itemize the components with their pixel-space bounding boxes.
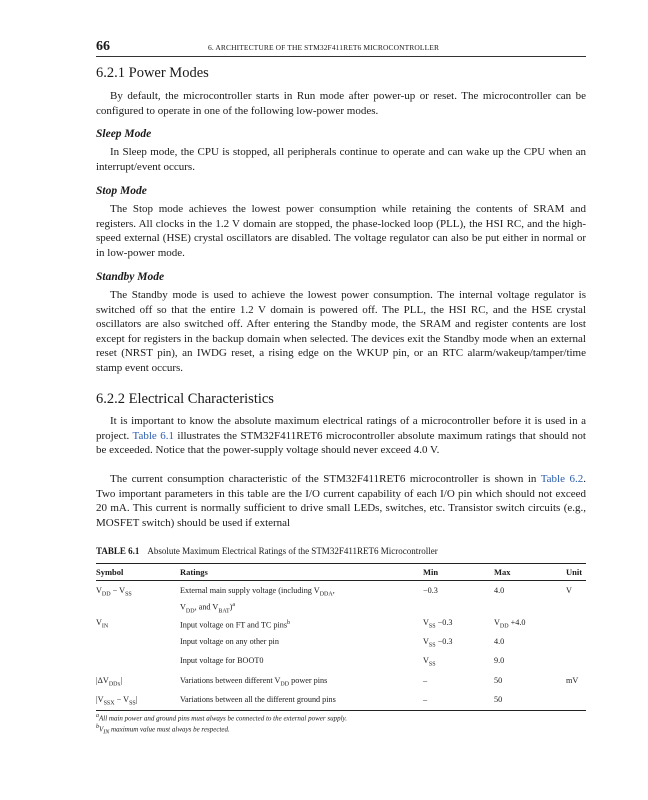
- page-number: 66: [96, 39, 110, 54]
- table-row-1-symbol: $V_{IN}$: [96, 618, 109, 630]
- table-row-2-ratings: Input voltage on any other pin: [180, 637, 279, 646]
- sleep-mode-text: In Sleep mode, the CPU is stopped, all peripherals continue to operate and can wake up the CPU when an interrupt/event occurs.: [96, 146, 586, 173]
- standby-mode-text: The Standby mode is used to achieve the lowest power consumption. The internal voltage regulator is switched off so that the entire 1.2 V domain is powered off. The PLL, the HSI RC, and the HSE crystal oscillators are also switched off. After entering the Standby mode, the SRAM and register contents are lost except for registers in the backup domain when selected. The devices exit the Standby mode when an external reset (NRST pin), an IWDG reset, a rising edge on the WKUP pin, or an RTC alarm/wakeup/tamper/time stamp event occurs.: [96, 289, 586, 374]
- col-header-unit: Unit: [566, 567, 583, 577]
- table-footnote-a: $^a$All main power and ground pins must always be connected to the external power supply.: [96, 713, 348, 723]
- table-header-rule: [96, 580, 586, 581]
- table-row-4-max: 50: [494, 676, 503, 685]
- table-caption: [96, 546, 438, 556]
- table-row-1-ratings: Input voltage on FT and TC pins$^b$: [180, 620, 291, 630]
- table-bottom-rule: [96, 710, 586, 711]
- col-header-max: Max: [494, 567, 511, 577]
- table-row-2-max: 4.0: [494, 637, 505, 646]
- table-row-3-max: 9.0: [494, 656, 505, 665]
- table-row-0-min: −0.3: [423, 586, 438, 595]
- power-modes-intro: By default, the microcontroller starts in Run mode after power-up or reset. The microcontroller can be configured to operate in one of the following low-power modes.: [96, 90, 586, 117]
- header-rule: [96, 56, 586, 57]
- col-header-symbol: Symbol: [96, 567, 124, 577]
- table-row-1-min: $V_{SS} -0.3$: [423, 618, 453, 630]
- table-footnote-b: $^bV_{IN}$ maximum value must always be respected.: [96, 724, 230, 736]
- table-row-5-min: –: [423, 695, 428, 704]
- table-6-1-link[interactable]: Table 6.1: [132, 429, 174, 442]
- sleep-mode-title: Sleep Mode: [96, 128, 152, 140]
- table-row-3-ratings: Input voltage for BOOT0: [180, 656, 264, 665]
- running-head: 6. ARCHITECTURE OF THE STM32F411RET6 MICROCONTROLLER: [208, 43, 440, 52]
- p1-text-b: illustrates the STM32F411RET6 microcontroller absolute maximum ratings that should not be exceeded. Notice that the power-supply voltage should never exceed 4.0 V.: [96, 429, 586, 457]
- table-row-0-ratings: External main supply voltage (including $V_{DDA}$, $V_{DD}$, and $V_{BAT})^a$: [180, 586, 335, 615]
- p2-text-a: The current consumption characteristic of the STM32F411RET6 microcontroller is shown in: [110, 473, 541, 485]
- col-header-ratings: Ratings: [180, 567, 208, 577]
- table-row-4-unit: mV: [566, 676, 579, 685]
- table-row-0-unit: V: [566, 586, 572, 595]
- table-label: TABLE 6.1: [96, 546, 140, 556]
- table-row-4-min: –: [423, 676, 428, 685]
- section-title-power-modes: 6.2.1 Power Modes: [96, 65, 209, 81]
- table-row-3-min: $V_{SS}$: [423, 656, 436, 668]
- table-row-5-symbol: $|V_{SSX} - V_{SS}|$: [96, 695, 138, 707]
- col-header-min: Min: [423, 567, 439, 577]
- section-title-electrical: 6.2.2 Electrical Characteristics: [96, 391, 274, 407]
- table-row-0-max: 4.0: [494, 586, 505, 595]
- table-row-4-ratings: Variations between different $V_{DD}$ power pins: [180, 676, 328, 688]
- electrical-paragraph-2: [96, 472, 586, 530]
- electrical-paragraph-1: [96, 414, 586, 458]
- table-row-4-symbol: $|\Delta V_{DDx}|$: [96, 676, 123, 688]
- table-row-5-max: 50: [494, 695, 503, 704]
- table-caption-text: Absolute Maximum Electrical Ratings of the STM32F411RET6 Microcontroller: [147, 546, 438, 556]
- stop-mode-text: The Stop mode achieves the lowest power consumption while retaining the contents of SRAM and registers. All clocks in the 1.2 V domain are stopped, the phase-locked loop (PLL), the HSI RC, and the high-speed external (HSE) crystal oscillators are disabled. The voltage regulator can also be put either in normal or in low-power mode.: [96, 203, 586, 259]
- table-row-0-symbol: $V_{DD} - V_{SS}$: [96, 586, 132, 598]
- p1-text-a: It is important to know the absolute maximum electrical ratings of a microcontroller before it is used in a project.: [96, 415, 586, 442]
- p2-text-b: . Two important parameters in this table are the I/O current capability of each I/O pin which should not exceed 20 mA. This current is normally sufficient to drive small LEDs, switches, etc. Transistor switch circuits (e.g., MOSFET switch) should be used if external: [96, 473, 586, 529]
- table-row-5-ratings: Variations between all the different ground pins: [180, 695, 336, 704]
- table-row-1-max: $V_{DD} +4.0$: [494, 618, 526, 630]
- table-6-2-link[interactable]: Table 6.2: [540, 473, 584, 485]
- table-row-2-min: $V_{SS} -0.3$: [423, 637, 453, 649]
- standby-mode-title: Standby Mode: [96, 271, 165, 283]
- page-header: [96, 39, 586, 55]
- table-top-rule: [96, 563, 586, 564]
- stop-mode-title: Stop Mode: [96, 185, 147, 197]
